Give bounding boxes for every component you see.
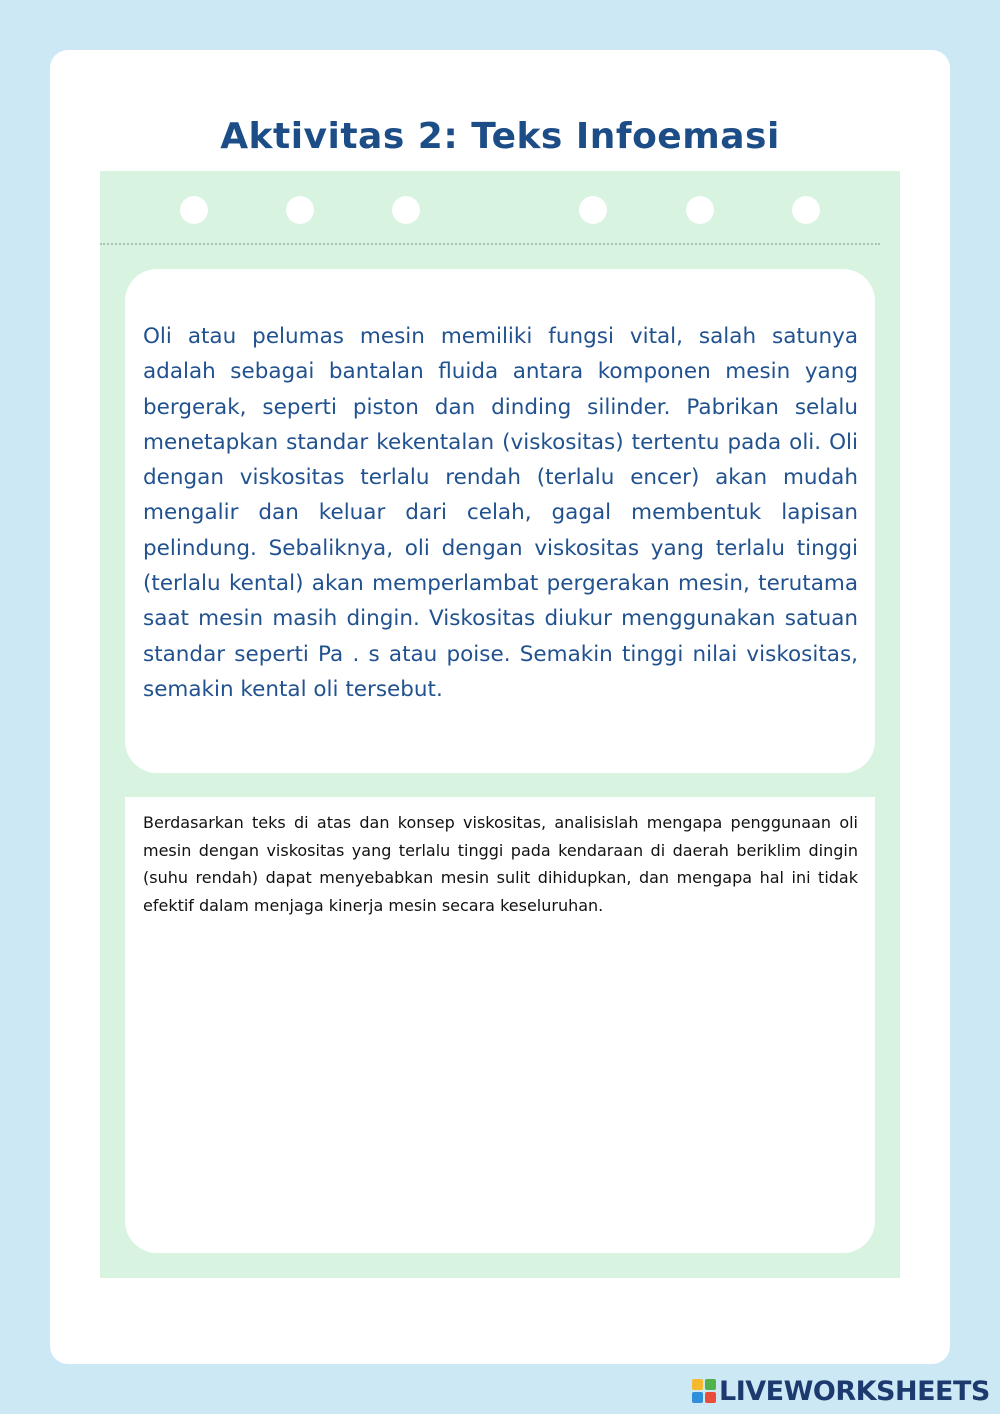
- logo-block: [692, 1379, 703, 1390]
- binder-hole: [180, 196, 208, 224]
- binder-hole: [286, 196, 314, 224]
- binder-hole: [686, 196, 714, 224]
- logo-block: [692, 1392, 703, 1403]
- notepad-panel: [100, 171, 900, 1278]
- binder-hole: [792, 196, 820, 224]
- perforation-line: [100, 243, 880, 245]
- question-prompt: Berdasarkan teks di atas dan konsep viskositas, analisislah mengapa penggunaan oli mesin dengan viskositas yang terlalu tinggi pada kendaraan di daerah beriklim dingin (suhu rendah) dapat menyebabkan mesin sulit dihidupkan, dan mengapa hal ini tidak efektif dalam menjaga kinerja mesin secara keseluruhan.: [143, 813, 858, 915]
- info-paragraph: Oli atau pelumas mesin memiliki fungsi vital, salah satunya adalah sebagai bantalan fluida antara komponen mesin yang bergerak, seperti piston dan dinding silinder. Pabrikan selalu menetapkan standar kekentalan (viskositas) tertentu pada oli. Oli dengan viskositas terlalu rendah (terlalu encer) akan mudah mengalir dan keluar dari celah, gagal membentuk lapisan pelindung. Sebaliknya, oli dengan viskositas yang terlalu tinggi (terlalu kental) akan memperlambat pergerakan mesin, terutama saat mesin masih dingin. Viskositas diukur menggunakan satuan standar seperti Pa . s atau poise. Semakin tinggi nilai viskositas, semakin kental oli tersebut.: [143, 324, 858, 702]
- liveworksheets-logo: [692, 1374, 990, 1408]
- logo-block: [705, 1379, 716, 1390]
- binder-hole: [392, 196, 420, 224]
- liveworksheets-logo-icon: [692, 1379, 716, 1403]
- logo-block: [705, 1392, 716, 1403]
- worksheet-title: Aktivitas 2: Teks Infoemasi: [220, 116, 780, 157]
- info-text-box: [125, 269, 875, 773]
- answer-area[interactable]: [125, 797, 875, 1253]
- brand-name: LIVEWORKSHEETS: [719, 1375, 990, 1407]
- binder-hole: [579, 196, 607, 224]
